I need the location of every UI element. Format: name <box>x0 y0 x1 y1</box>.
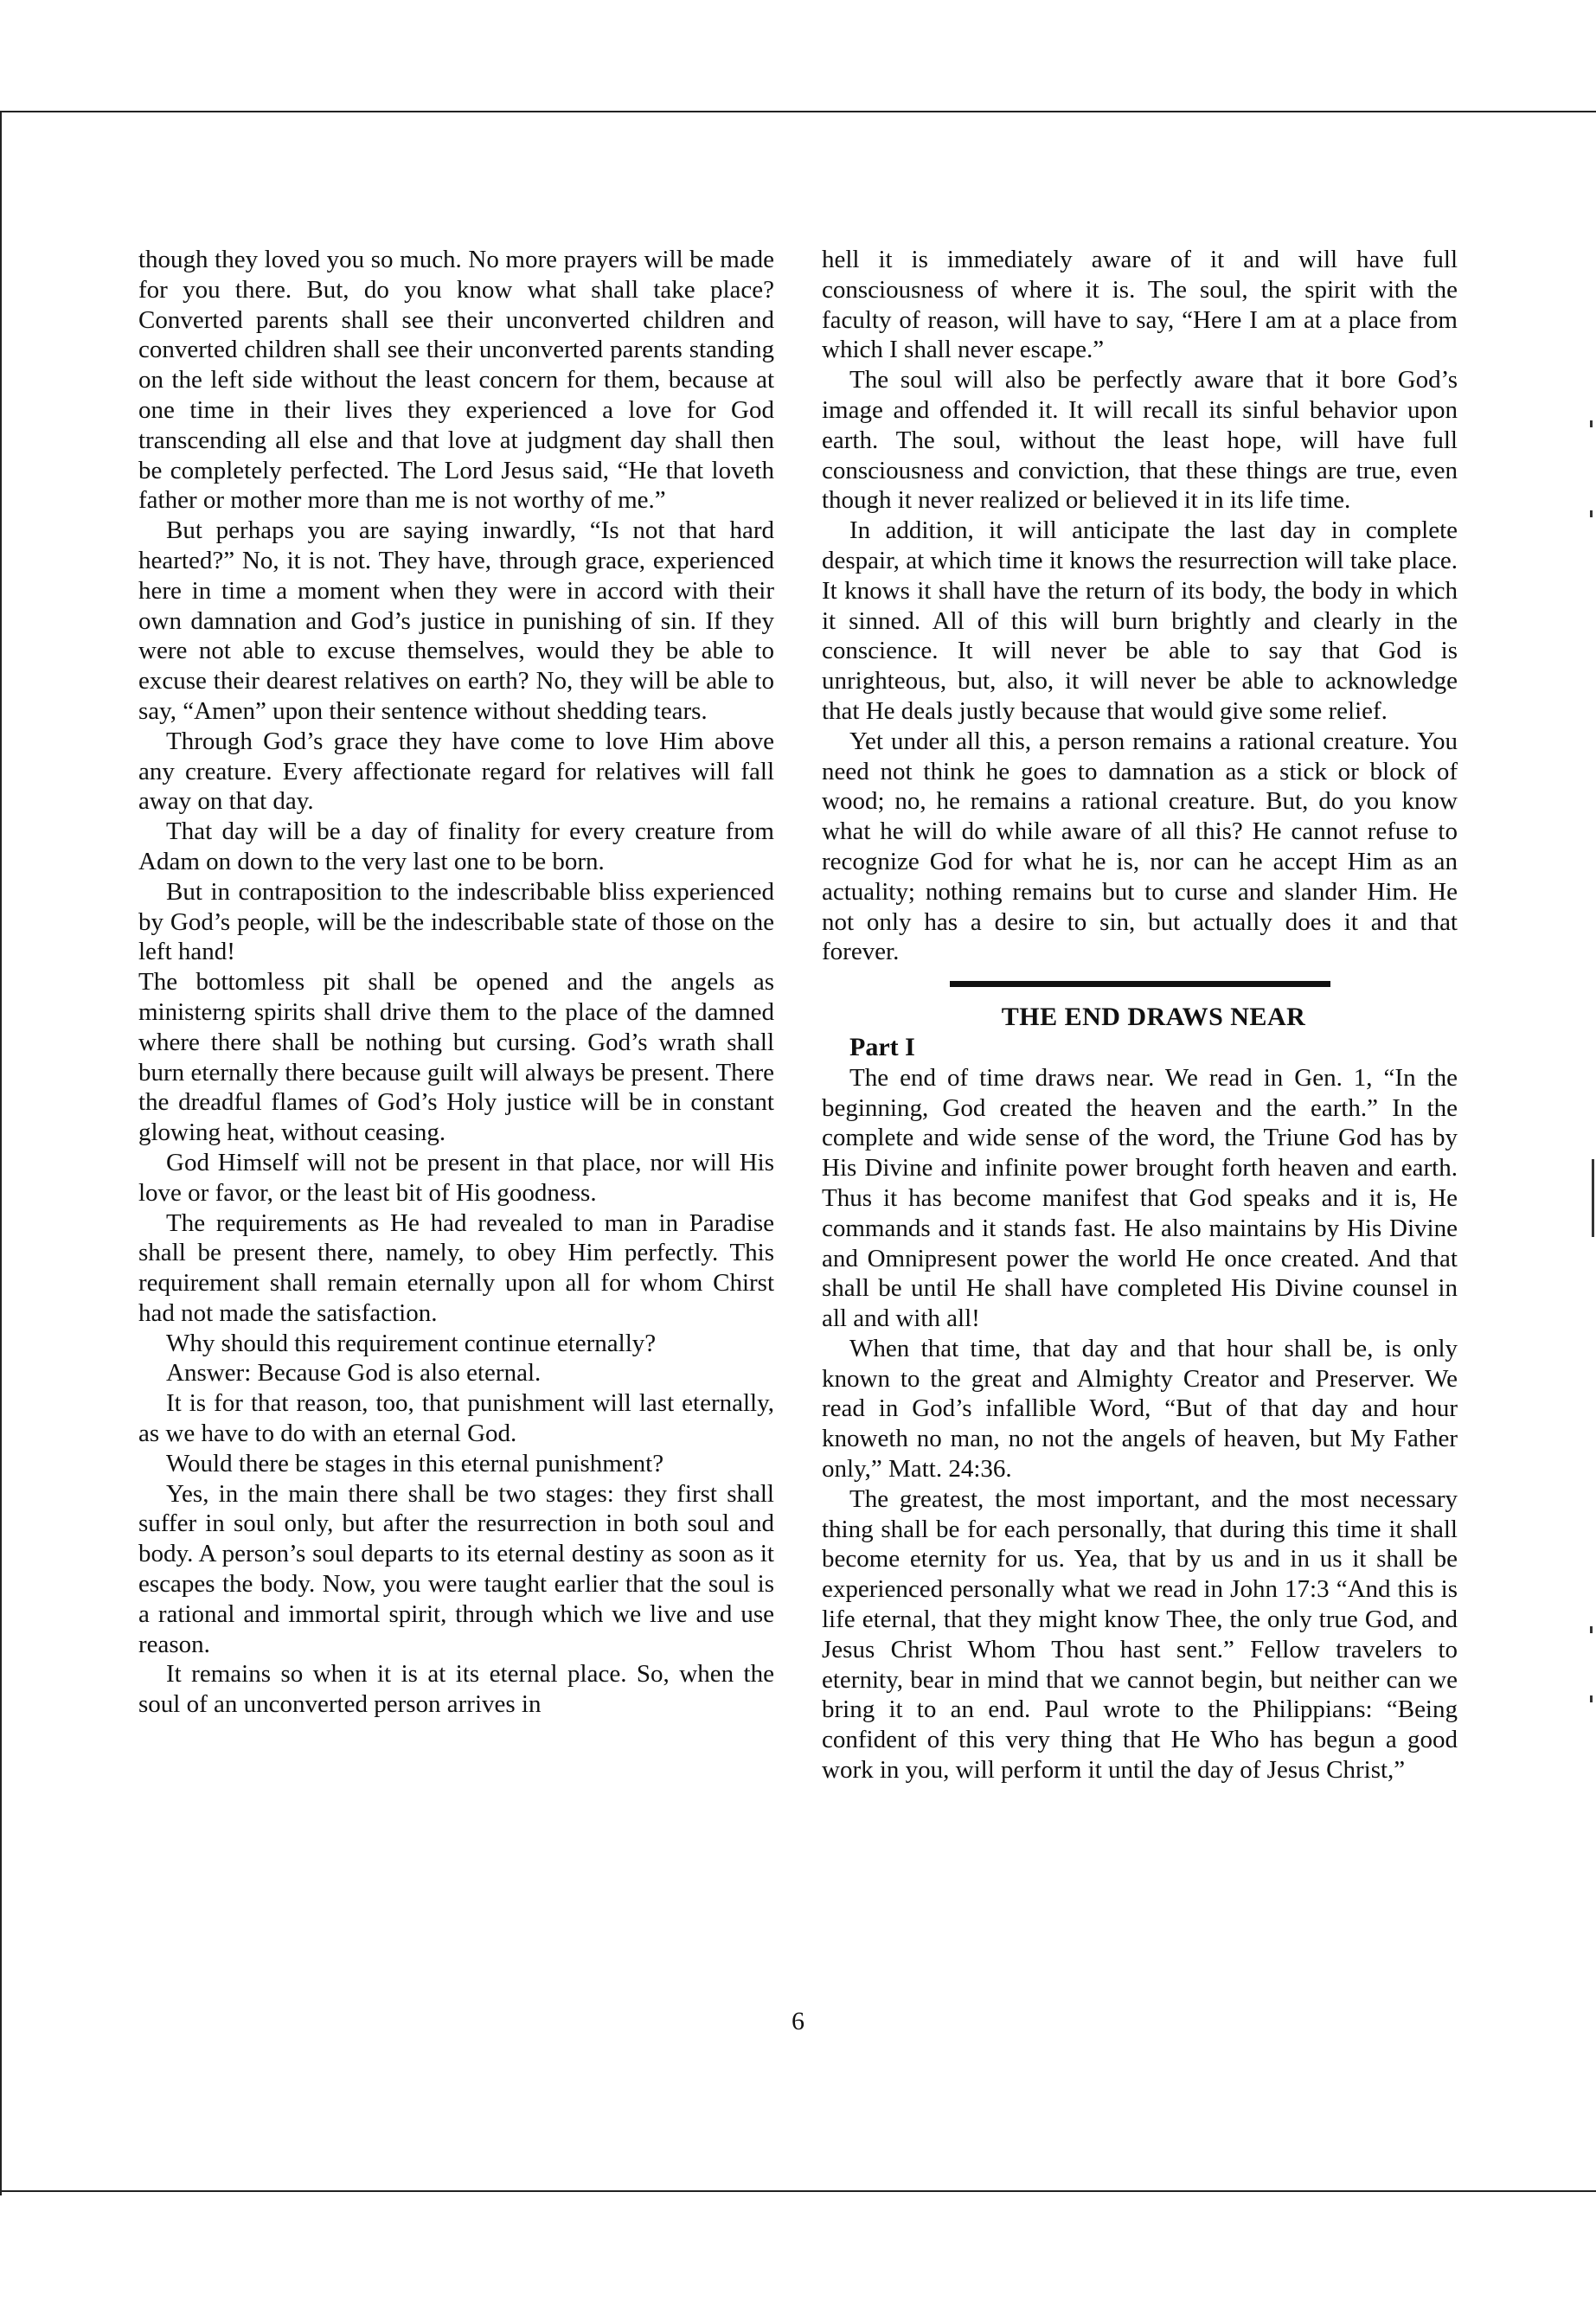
page-edge-top <box>0 111 1596 112</box>
margin-mark <box>1590 510 1593 517</box>
paragraph: The end of time draws near. We read in Gen. 1, “In the beginning, God created the heaven and the earth.” In the complete and wide sense of the word, the Triune God has by His Divine and infinite power brought forth heaven and earth. Thus it has become manifest that God speaks and it is, He commands and it stands fast. He also maintains by His Divine and Omnipresent power the world He once created. And that shall be until He shall have completed His Divine counsel in all and with all! <box>822 1063 1458 1333</box>
page-edge-bottom <box>0 2190 1596 2192</box>
paragraph: Yes, in the main there shall be two stages: they first shall suffer in soul only, but after the resurrection in both soul and body. A person’s soul departs to its eternal destiny as soon as it escapes the body. Now, you were taught earlier that the soul is a rational and immortal spirit, through which we live and use reason. <box>138 1479 774 1658</box>
part-label: Part I <box>849 1032 915 1061</box>
paragraph: Would there be stages in this eternal punishment? <box>166 1449 664 1477</box>
paragraph: The requirements as He had revealed to man in Paradise shall be present there, namely, to obey Him perfectly. This requirement shall remain eternally upon all for whom Chirst had not made the satisfaction. <box>138 1208 774 1327</box>
paragraph: That day will be a day of finality for every creature from Adam on down to the very last one to be born. <box>138 817 774 875</box>
paragraph: Why should this requirement continue eternally? <box>166 1329 657 1357</box>
paragraph: Through God’s grace they have come to love Him above any creature. Every affectionate regard for relatives will fall away on that day. <box>138 727 774 816</box>
section-heading: THE END DRAWS NEAR <box>1001 1003 1306 1032</box>
paragraph: hell it is immediately aware of it and will have full consciousness of where it is. The soul, the spirit with the faculty of reason, will have to say, “Here I am at a place from which I shall never escape.” <box>822 246 1458 364</box>
margin-mark <box>1590 1695 1593 1702</box>
paragraph: Yet under all this, a person remains a rational creature. You need not think he goes to damnation as a stick or block of wood; no, he remains a rational creature. But, do you know what he will do while aware of all this? He cannot refuse to recognize God for what he is, nor can he accept Him as an actuality; nothing remains but to curse and slander Him. He not only has a desire to sin, but actually does it and that forever. <box>822 727 1458 966</box>
paragraph: though they loved you so much. No more prayers will be made for you there. But, do you know what shall take place? Converted parents shall see their unconverted children and converted children shall see their unconverted parents standing on the left side without the least concern for them, because at one time in their lives they experienced a love for God transcending all else and that love at judgment day shall then be completely perfected. The Lord Jesus said, “He that loveth father or mother more than me is not worthy of me.” <box>138 246 774 515</box>
paragraph: But in contraposition to the indescribable bliss experienced by God’s people, will be the indescribable state of those on the left hand! <box>138 877 774 966</box>
paragraph: The greatest, the most important, and the most necessary thing shall be for each personally, that during this time it shall become eternity for us. Yea, that by us and in us it shall be experienced personally what we read in John 17:3 “And this is life eternal, that they might know Thee, the only true God, and Jesus Christ Whom Thou hast sent.” Fellow travelers to eternity, bear in mind that we cannot begin, but neither can we bring it to an end. Paul wrote to the Philippians: “Being confident of this very thing that He Who has begun a good work in you, will perform it until the day of Jesus Christ,” <box>822 1484 1458 1785</box>
page-edge-left <box>0 111 2 2195</box>
section-divider <box>950 981 1330 987</box>
page-number: 6 <box>792 2007 804 2035</box>
paragraph: Answer: Because God is also eternal. <box>166 1359 542 1388</box>
left-column <box>138 245 774 1720</box>
right-column <box>822 245 1458 1785</box>
paragraph: When that time, that day and that hour shall be, is only known to the great and Almighty Creator and Preserver. We read in God’s infallible Word, “But of that day and hour knoweth no man, no not the angels of heaven, but My Father only,” Matt. 24:36. <box>822 1334 1458 1484</box>
margin-mark <box>1592 1159 1594 1237</box>
paragraph: It is for that reason, too, that punishment will last eternally, as we have to do with an eternal God. <box>138 1389 774 1448</box>
paragraph: The soul will also be perfectly aware that it bore God’s image and offended it. It will recall its sinful behavior upon earth. The soul, without the least hope, will have full consciousness and conviction, that these things are true, even though it never realized or believed it in its life time. <box>822 366 1458 515</box>
paragraph: But perhaps you are saying inwardly, “Is not that hard hearted?” No, it is not. They have, through grace, experienced here in time a moment when they were in accord with their own damnation and God’s justice in punishing of sin. If they were not able to excuse themselves, would they be able to excuse their dearest relatives on earth? No, they will be able to say, “Amen” upon their sentence without shedding tears. <box>138 516 774 725</box>
paragraph: The bottomless pit shall be opened and the angels as ministerng spirits shall drive them to the place of the damned where there shall be nothing but cursing. God’s wrath shall burn eternally there because guilt will always be present. There the dreadful flames of God’s Holy justice will be in constant glowing heat, without ceasing. <box>138 968 774 1147</box>
paragraph: It remains so when it is at its eternal place. So, when the soul of an unconverted person arrives in <box>138 1660 774 1719</box>
margin-mark <box>1590 1626 1593 1633</box>
paragraph: In addition, it will anticipate the last day in complete despair, at which time it knows the resurrection will take place. It knows it shall have the return of its body, the body in which it sinned. All of this will burn brightly and clearly in the conscience. It will never be able to say that God is unrighteous, but, also, it will never be able to acknowledge that He deals justly because that would give some relief. <box>822 516 1458 725</box>
margin-mark <box>1590 420 1593 427</box>
paragraph: God Himself will not be present in that place, nor will His love or favor, or the least bit of His goodness. <box>138 1148 774 1207</box>
